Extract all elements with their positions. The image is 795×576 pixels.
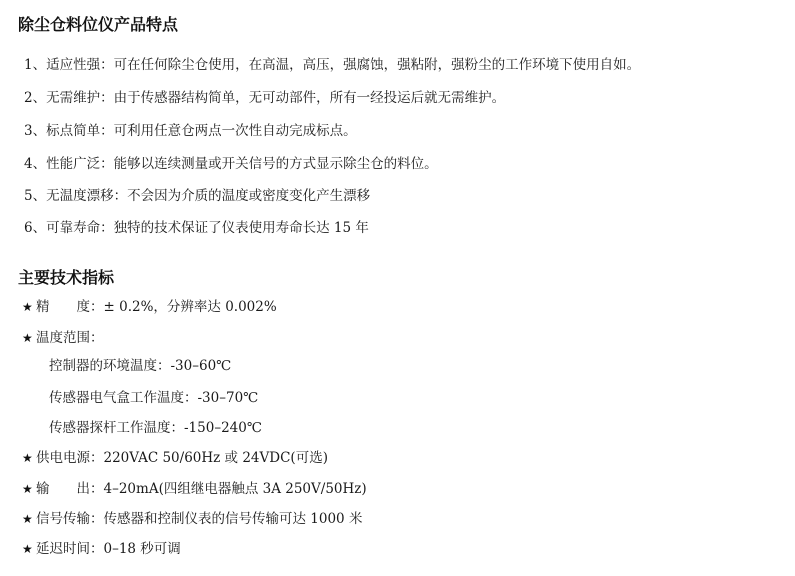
spec-value: 4–20mA(四组继电器触点 3A 250V/50Hz) [103, 481, 367, 497]
feature-item-4 [24, 155, 438, 173]
spec-sub-value: -150–240℃ [184, 420, 262, 436]
spec-label: 温度范围： [36, 330, 104, 346]
feature-item-label: 6、可靠寿命： [24, 220, 114, 236]
feature-item-label: 5、无温度漂移： [24, 188, 128, 204]
spec-delay [22, 540, 181, 558]
spec-power [22, 449, 328, 467]
spec-sub-label: 传感器探杆工作温度： [49, 420, 184, 436]
feature-item-text: 能够以连续测量或开关信号的方式显示除尘仓的料位。 [113, 156, 438, 172]
spec-temperature-sensor-box [49, 389, 258, 407]
feature-item-label: 4、性能广泛： [24, 156, 114, 172]
feature-item-text: 由于传感器结构简单，无可动部件，所有一经投运后就无需维护。 [113, 90, 506, 106]
spec-sub-value: -30–60℃ [170, 358, 232, 374]
feature-item-label: 1、适应性强： [24, 57, 114, 73]
spec-temperature-controller [49, 357, 231, 375]
spec-accuracy [22, 298, 277, 316]
spec-output [22, 480, 367, 498]
spec-label: 精 度： [36, 299, 104, 315]
feature-item-label: 2、无需维护： [24, 90, 114, 106]
star-bullet-icon: ★ [22, 512, 33, 526]
spec-value: 0–18 秒可调 [103, 541, 181, 557]
feature-item-6 [24, 219, 369, 237]
features-heading: 除尘仓料位仪产品特点 [18, 15, 179, 34]
spec-label: 延迟时间： [36, 541, 104, 557]
star-bullet-icon: ★ [22, 482, 33, 496]
spec-sub-label: 控制器的环境温度： [49, 358, 171, 374]
star-bullet-icon: ★ [22, 451, 33, 465]
spec-value: 传感器和控制仪表的信号传输可达 1000 米 [103, 511, 363, 527]
spec-sub-label: 传感器电气盒工作温度： [49, 390, 198, 406]
spec-label: 供电电源： [36, 450, 104, 466]
spec-signal [22, 510, 362, 528]
star-bullet-icon: ★ [22, 542, 33, 556]
feature-item-text: 可利用任意仓两点一次性自动完成标点。 [113, 123, 357, 139]
feature-item-2 [24, 89, 505, 107]
specs-heading: 主要技术指标 [18, 268, 115, 287]
spec-label: 输 出： [36, 481, 104, 497]
spec-temperature [22, 329, 104, 347]
feature-item-label: 3、标点简单： [24, 123, 114, 139]
feature-item-text: 独特的技术保证了仪表使用寿命长达 15 年 [113, 220, 369, 236]
feature-item-1 [24, 56, 640, 74]
spec-label: 信号传输： [36, 511, 104, 527]
spec-sub-value: -30–70℃ [197, 390, 259, 406]
spec-value: ± 0.2%，分辨率达 0.002% [103, 299, 277, 315]
spec-temperature-sensor-probe [49, 419, 262, 437]
feature-item-5 [24, 187, 370, 205]
star-bullet-icon: ★ [22, 331, 33, 345]
feature-item-text: 可在任何除尘仓使用，在高温，高压，强腐蚀，强粘附，强粉尘的工作环境下使用自如。 [113, 57, 641, 73]
star-bullet-icon: ★ [22, 300, 33, 314]
feature-item-text: 不会因为介质的温度或密度变化产生漂移 [127, 188, 371, 204]
feature-item-3 [24, 122, 357, 140]
spec-value: 220VAC 50/60Hz 或 24VDC(可选) [103, 450, 328, 466]
